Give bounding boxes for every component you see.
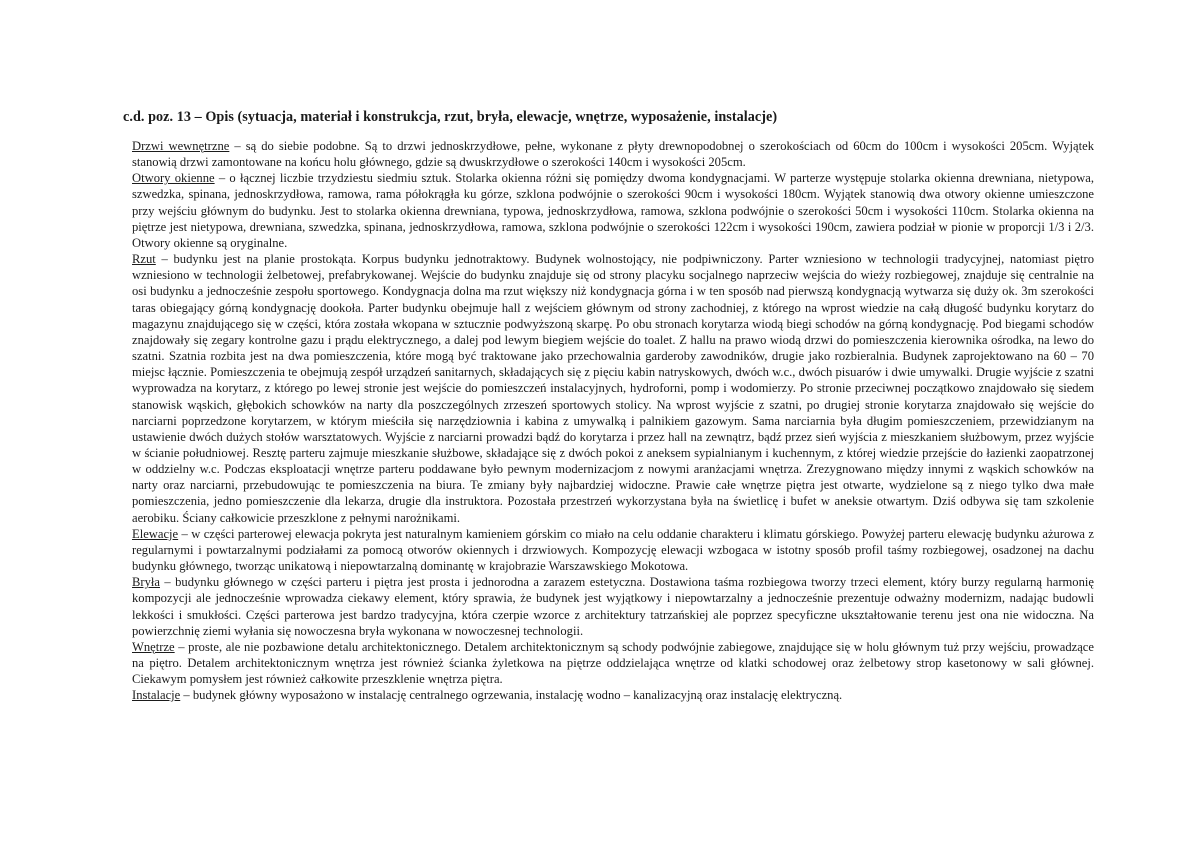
term-doors: Drzwi wewnętrzne (132, 139, 230, 153)
text-interior: – proste, ale nie pozbawione detalu architektonicznego. Detalem architektonicznym są schody podwójnie zabiegowe, znajdujące się w holu głównym tuż przy wejściu, prowadzące na piętro. Detalem architektonicznym wnętrza jest również ścianka żyletkowa na piętrze oddzielająca wnętrze od klatki schodowej oraz żelbetowy strop kasetonowy w sali głównej. Ciekawym pomysłem jest również całkowite przeszklenie wnętrza piętra. (132, 639, 1094, 687)
paragraph-installations (132, 687, 1094, 703)
text-doors: – są do siebie podobne. Są to drzwi jednoskrzydłowe, pełne, wykonane z płyty drewnopodobnej o szerokościach od 60cm do 100cm i wysokości 205cm. Wyjątek stanowią drzwi zamontowane na końcu holu głównego, gdzie są dwuskrzydłowe o szerokości 140cm i wysokości 205cm. (132, 139, 1094, 170)
text-elevations: – w części parterowej elewacja pokryta jest naturalnym kamieniem górskim co miało na celu oddanie charakteru i klimatu górskiego. Powyżej parteru elewację budynku ażurowa z regularnymi i powtarzalnymi podziałami za pomocą otworów okiennych i drzwiowych. Kompozycję elewacji wzbogaca w istotny sposób profil taśmy rozbiegowej, osadzonej na dachu budynku głównego, tworząc unikatową i niepowtarzalną dominantę w krajobrazie Warszawskiego Mokotowa. (132, 526, 1094, 574)
paragraph-windows (132, 170, 1094, 251)
text-installations: – budynek główny wyposażono w instalację centralnego ogrzewania, instalację wodno – kanalizacyjną oraz instalację elektryczną. (180, 688, 843, 703)
description-body (132, 138, 1094, 703)
text-windows: – o łącznej liczbie trzydziestu siedmiu sztuk. Stolarka okienna różni się pomiędzy dwoma kondygnacjami. W parterze występuje stolarka okienna drewniana, nietypowa, szwedzka, spinana, jednoskrzydłowa, ramowa, rama półokrągła ku górze, szklona podwójnie o szerokości 90cm i wysokości 180cm. Wyjątek stanowią dwa otwory okienne umieszczone przy wejściu głównym do budynku. Jest to stolarka okienna drewniana, typowa, jednoskrzydłowa, ramowa, szklona podwójnie o szerokości 50cm i wysokości 110cm. Stolarka okienna na piętrze jest nietypowa, drewniana, szwedzka, spinana, jednoskrzydłowa, ramowa, szklona podwójnie o szerokości 122cm i wysokości 190cm, zawiera podział w pionie w proporcji 1/3 i 2/3. Otwory okienne są oryginalne. (132, 171, 1094, 250)
paragraph-elevations (132, 526, 1094, 574)
term-interior: Wnętrze (132, 639, 175, 654)
term-installations: Instalacje (132, 688, 181, 703)
term-windows: Otwory okienne (132, 171, 215, 186)
term-massing: Bryła (132, 575, 160, 590)
text-plan: – budynku jest na planie prostokąta. Korpus budynku jednotraktowy. Budynek wolnostojący, nie podpiwniczony. Parter wzniesiono w technologii tradycyjnej, natomiast piętro wzniesiono w technologii żelbetowej, prefabrykowanej. Wejście do budynku znajduje się od strony placyku socjalnego naprzeciw wejścia do wieży rozbiegowej, znajduje się centralnie na osi budynku a jednocześnie zespołu sportowego. Kondygnacja dolna ma rzut większy niż kondygnacja górna i w ten sposób nad pierwszą kondygnacją wytwarza się duży ok. 3m szerokości taras obiegający górną kondygnację dookoła. Parter budynku obejmuje hall z wejściem głównym od strony zachodniej, z którego na wprost wiedzie na całą długość budynku korytarz do magazynu znajdującego się w części, która została wkopana w sztucznie podwyższoną skarpę. Po obu stronach korytarza wiodą biegi schodów na górną kondygnację. Pod biegami schodów znajdowały się zegary kontrolne gazu i prądu elektrycznego, a dalej pod lewym biegiem wejście do toalet. Z hallu na prawo wiodą drzwi do pomieszczenia kierownika ośrodka, na lewo do szatni. Szatnia rozbita jest na dwa pomieszczenia, które mogą być traktowane jako przechowalnia garderoby zawodników, drugie jako rozbieralnia. Budynek zaprojektowano na 60 – 70 miejsc łącznie. Pomieszczenia te obejmują zespół urządzeń sanitarnych, składających się z pięciu kabin natryskowych, dwóch w.c., dwóch pisuarów i dwie umywalki. Drugie wyjście z szatni wyprowadza na korytarz, z którego po lewej stronie jest wejście do pomieszczeń instalacyjnych, hydroforni, pomp i wodomierzy. Po stronie przeciwnej początkowo znajdowało się siedem stanowisk wąskich, głębokich schowków na narty dla poszczególnych zrzeszeń sportowych stolicy. Na wprost wyjście z szatni, po drugiej stronie korytarza znajdowało się wejście do narciarni poprzedzone korytarzem, w którym mieściła się narzędziownia i kabina z umywalką i palnikiem gazowym. Sama narciarnia była długim pomieszczeniem, przewidzianym na ustawienie dwóch dużych stołów warsztatowych. Wyjście z narciarni prowadzi bądź do korytarza i przez hall na zewnątrz, bądź przez sień wyjścia z mieszkaniem służbowym, przez wyjście w ścianie południowej. Resztę parteru zajmuje mieszkanie służbowe, składające się z dwóch pokoi z aneksem sypialnianym i kuchennym, z której wiedzie przejście do łazienki zaopatrzonej w oddzielny w.c. Podczas eksploatacji wnętrze parteru poddawane było pewnym modernizacjom z nowymi aranżacjami wnętrza. Zrezygnowano między innymi z wąskich schowków na narty oraz narciarni, przebudowując te pomieszczenia na biura. Te zmiany były najbardziej widoczne. Prawie całe wnętrze piętra jest otwarte, wydzielone są z niego tylko dwa małe pomieszczenia, jedno pomieszczenie dla lekarza, drugie dla instruktora. Pozostała przestrzeń wykorzystana była na świetlicę i bufet w aneksie otwartym. Dziś odbywa się tam szkolenie aerobiku. Ściany całkowicie przeszklone z pełnymi narożnikami. (132, 252, 1094, 525)
text-massing: – budynku głównego w części parteru i piętra jest prosta i jednorodna a zarazem estetyczna. Dostawiona taśma rozbiegowa tworzy trzeci element, który burzy regularną harmonię kompozycji ale jednocześnie wprowadza ciekawy element, który sprawia, że budynek jest wyjątkowy i niepowtarzalny a jednocześnie prezentuje odważny modernizm, nadając budowli lekkości i smukłości. Części parterowa jest bardzo tradycyjna, która czerpie wzorce z architektury tatrzańskiej ale poprzez specyficzne ukształtowanie terenu jest ona nie widoczna. Na powierzchnię ziemi wyłania się nowoczesna bryła wykonana w nowoczesnej technologii. (132, 575, 1094, 638)
term-plan: Rzut (132, 252, 156, 267)
paragraph-interior (132, 639, 1094, 687)
paragraph-massing (132, 574, 1094, 639)
paragraph-plan (132, 251, 1094, 526)
section-heading: c.d. poz. 13 – Opis (sytuacja, materiał i konstrukcja, rzut, bryła, elewacje, wnętrze, wyposażenie, instalacje) (123, 109, 778, 125)
paragraph-doors (132, 138, 1094, 170)
term-elevations: Elewacje (132, 526, 179, 541)
